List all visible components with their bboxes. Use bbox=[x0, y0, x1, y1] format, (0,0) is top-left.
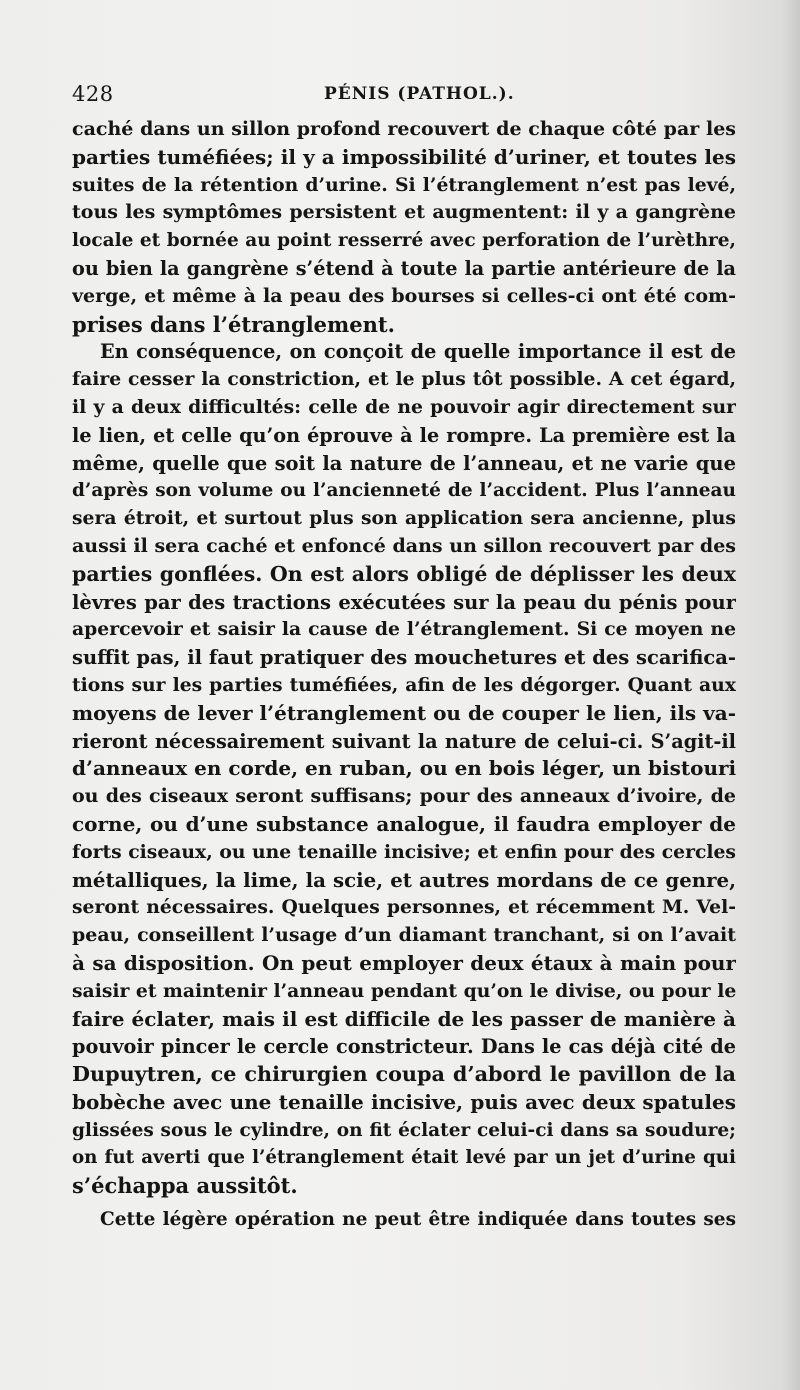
text-line: le lien, et celle qu’on éprouve à le rompre. La première est la bbox=[72, 423, 736, 447]
text-line: sera étroit, et surtout plus son application sera ancienne, plus bbox=[72, 507, 736, 530]
text-line: caché dans un sillon profond recouvert de chaque côté par les bbox=[72, 118, 736, 140]
text-line: s’échappa aussitôt. bbox=[72, 1173, 298, 1199]
page-edge-shadow bbox=[782, 0, 800, 1390]
text-line: d’après son volume ou l’ancienneté de l’accident. Plus l’anneau bbox=[72, 480, 736, 502]
text-line: suites de la rétention d’urine. Si l’étranglement n’est pas levé, bbox=[72, 173, 736, 196]
text-line: parties tuméfiées; il y a impossibilité d’uriner, et toutes les bbox=[72, 144, 736, 169]
text-line: ou des ciseaux seront suffisans; pour des anneaux d’ivoire, de bbox=[72, 785, 736, 808]
text-line: il y a deux difficultés: celle de ne pouvoir agir directement sur bbox=[72, 395, 736, 418]
text-line: rieront nécessairement suivant la nature de celui-ci. S’agit-il bbox=[72, 729, 736, 753]
text-line: on fut averti que l’étranglement était levé par un jet d’urine qui bbox=[72, 1147, 736, 1169]
text-line: aussi il sera caché et enfoncé dans un sillon recouvert par des bbox=[72, 534, 736, 557]
page-header bbox=[72, 82, 736, 108]
text-line: Cette légère opération ne peut être indiquée dans toutes ses bbox=[100, 1209, 736, 1231]
text-line: bobèche avec une tenaille incisive, puis avec deux spatules bbox=[72, 1089, 736, 1114]
text-line: moyens de lever l’étranglement ou de couper le lien, ils va- bbox=[72, 700, 736, 725]
text-line: suffit pas, il faut pratiquer des mouchetures et des scarifica- bbox=[72, 646, 736, 670]
text-line: tions sur les parties tuméfiées, afin de les dégorger. Quant aux bbox=[72, 673, 736, 696]
text-line: à sa disposition. On peut employer deux étaux à main pour bbox=[72, 950, 736, 975]
text-line: En conséquence, on conçoit de quelle importance il est de bbox=[100, 340, 736, 364]
running-head: PÉNIS (PATHOL.). bbox=[324, 84, 515, 104]
page-number: 428 bbox=[72, 82, 114, 106]
text-line: faire éclater, mais il est difficile de les passer de manière à bbox=[72, 1006, 736, 1031]
text-line: glissées sous le cylindre, on fit éclater celui-ci dans sa soudure; bbox=[72, 1119, 736, 1141]
text-line: parties gonflées. On est alors obligé de déplisser les deux bbox=[72, 561, 736, 586]
text-line: tous les symptômes persistent et augmentent: il y a gangrène bbox=[72, 201, 736, 224]
text-line: métalliques, la lime, la scie, et autres mordans de ce genre, bbox=[72, 867, 736, 892]
text-line: corne, ou d’une substance analogue, il faudra employer de bbox=[72, 811, 736, 836]
text-line: lèvres par des tractions exécutées sur la peau du pénis pour bbox=[72, 590, 736, 614]
text-line: Dupuytren, ce chirurgien coupa d’abord le pavillon de la bbox=[72, 1062, 736, 1087]
text-line: peau, conseillent l’usage d’un diamant tranchant, si on l’avait bbox=[72, 924, 736, 947]
text-line: prises dans l’étranglement. bbox=[72, 311, 395, 337]
text-line: ou bien la gangrène s’étend à toute la partie antérieure de la bbox=[72, 256, 736, 280]
text-line: verge, et même à la peau des bourses si celles-ci ont été com- bbox=[72, 284, 736, 307]
text-line: saisir et maintenir l’anneau pendant qu’on le divise, ou pour le bbox=[72, 979, 736, 1002]
text-line: même, quelle que soit la nature de l’anneau, et ne varie que bbox=[72, 451, 736, 475]
text-line: pouvoir pincer le cercle constricteur. Dans le cas déjà cité de bbox=[72, 1035, 736, 1059]
body-text bbox=[72, 116, 736, 1234]
text-line: locale et bornée au point resserré avec perforation de l’urèthre, bbox=[72, 230, 736, 252]
text-line: d’anneaux en corde, en ruban, ou en bois léger, un bistouri bbox=[72, 756, 736, 781]
text-line: seront nécessaires. Quelques personnes, et récemment M. Vel- bbox=[72, 896, 736, 919]
text-line: faire cesser la constriction, et le plus tôt possible. A cet égard, bbox=[72, 368, 736, 391]
text-line: apercevoir et saisir la cause de l’étranglement. Si ce moyen ne bbox=[72, 618, 736, 641]
text-line: forts ciseaux, ou une tenaille incisive; et enfin pour des cercles bbox=[72, 840, 736, 863]
